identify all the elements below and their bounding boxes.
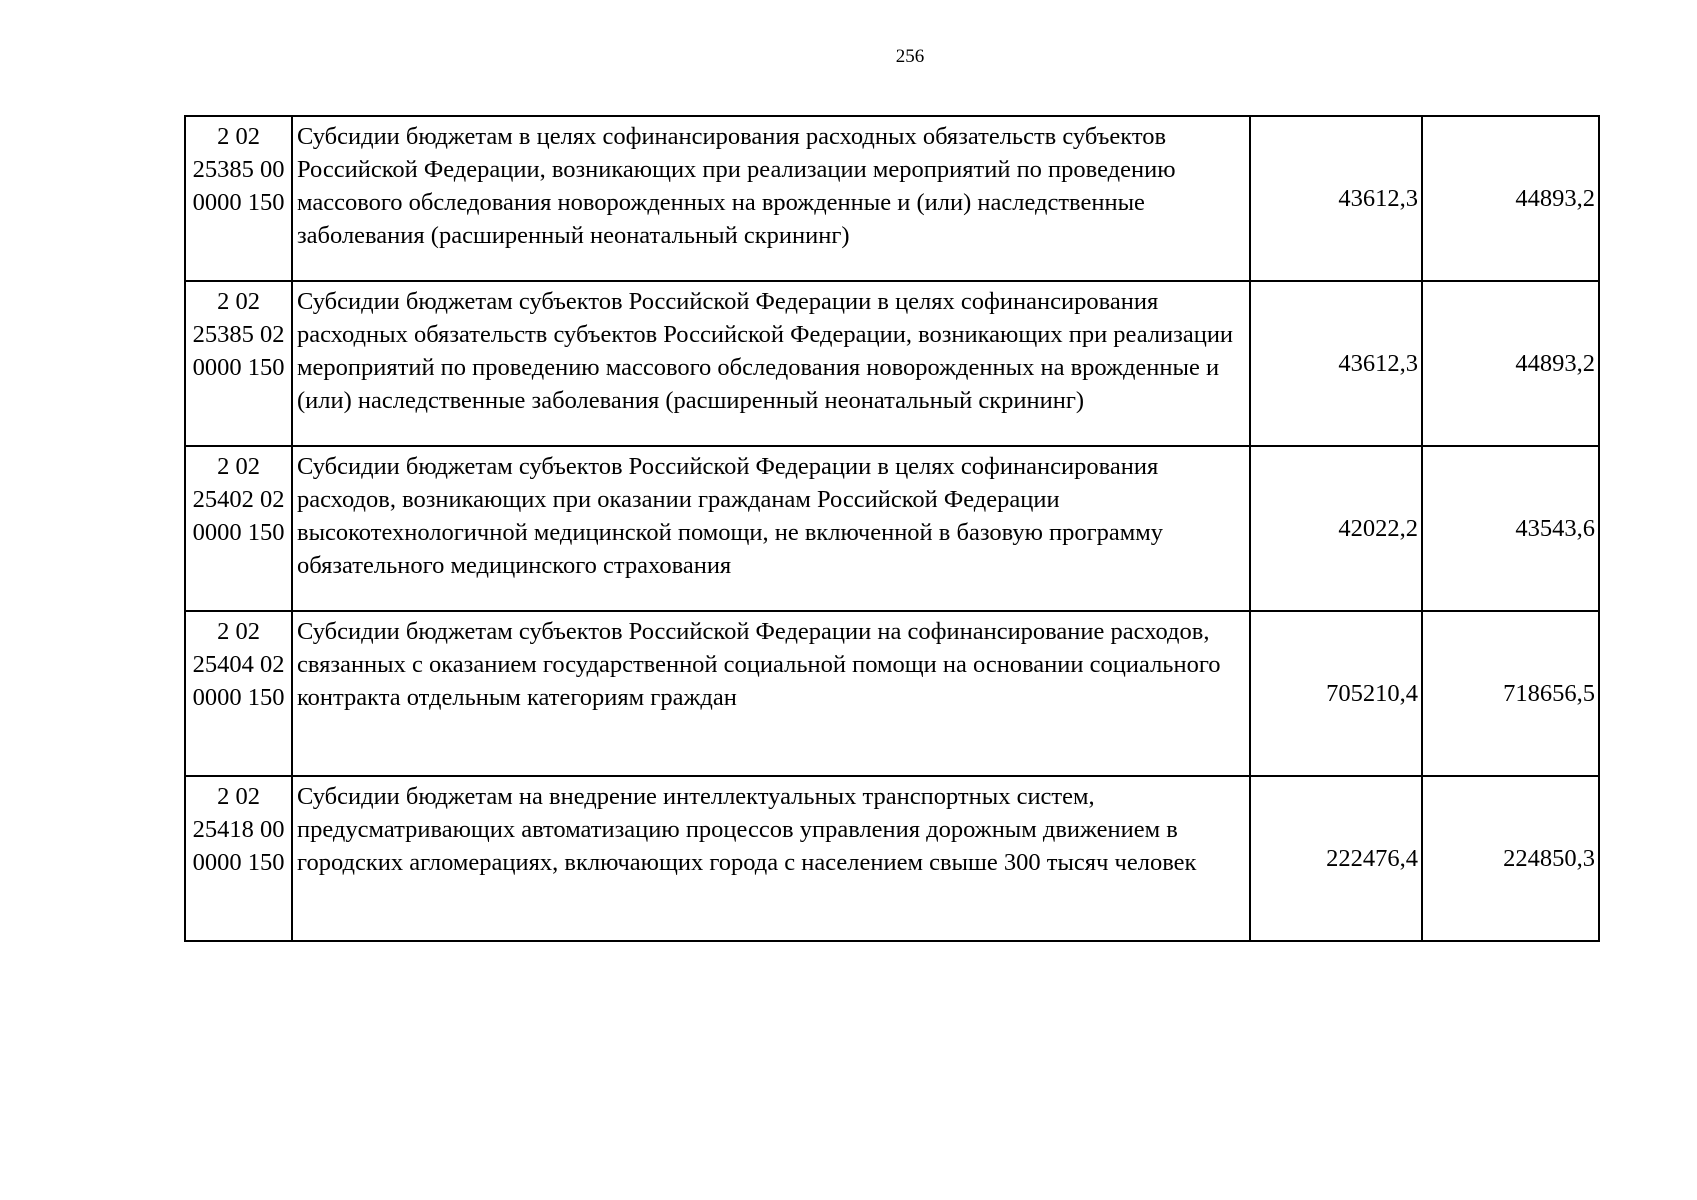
table-row — [185, 776, 1599, 941]
budget-code-line: 0000 150 — [192, 354, 285, 381]
budget-code-line: 25385 00 — [192, 156, 285, 183]
budget-code-cell — [185, 116, 292, 281]
value-cell-2: 44893,2 — [1422, 281, 1599, 446]
description-cell: Субсидии бюджетам субъектов Российской Федерации в целях софинансирования расходов, возникающих при оказании гражданам Российской Федерации высокотехнологичной медицинской помощи, не включенной в базовую программу обязательного медицинского страхования — [292, 446, 1250, 611]
value-cell-2: 718656,5 — [1422, 611, 1599, 776]
value-cell-2: 44893,2 — [1422, 116, 1599, 281]
budget-code-line: 2 02 — [217, 123, 260, 150]
budget-code-cell — [185, 611, 292, 776]
value-cell-1: 43612,3 — [1250, 116, 1422, 281]
description-cell: Субсидии бюджетам в целях софинансирования расходных обязательств субъектов Российской Федерации, возникающих при реализации мероприятий по проведению массового обследования новорожденных на врожденные и (или) наследственные заболевания (расширенный неонатальный скрининг) — [292, 116, 1250, 281]
value-cell-1: 43612,3 — [1250, 281, 1422, 446]
value-cell-2: 43543,6 — [1422, 446, 1599, 611]
budget-code-line: 0000 150 — [192, 519, 285, 546]
table-row — [185, 116, 1599, 281]
budget-code-line: 25404 02 — [192, 651, 285, 678]
budget-code-line: 0000 150 — [192, 189, 285, 216]
budget-code-line: 0000 150 — [192, 849, 285, 876]
table-row — [185, 446, 1599, 611]
budget-table — [184, 115, 1600, 942]
table-row — [185, 611, 1599, 776]
description-cell: Субсидии бюджетам субъектов Российской Федерации в целях софинансирования расходных обязательств субъектов Российской Федерации, возникающих при реализации мероприятий по проведению массового обследования новорожденных на врожденные и (или) наследственные заболевания (расширенный неонатальный скрининг) — [292, 281, 1250, 446]
budget-code-line: 25385 02 — [192, 321, 285, 348]
budget-code-cell — [185, 446, 292, 611]
value-cell-1: 222476,4 — [1250, 776, 1422, 941]
budget-code-line: 2 02 — [217, 453, 260, 480]
budget-code-cell — [185, 776, 292, 941]
budget-code-line: 2 02 — [217, 618, 260, 645]
description-cell: Субсидии бюджетам субъектов Российской Федерации на софинансирование расходов, связанных с оказанием государственной социальной помощи на основании социального контракта отдельным категориям граждан — [292, 611, 1250, 776]
page-number: 256 — [895, 46, 925, 67]
budget-code-line: 2 02 — [217, 783, 260, 810]
value-cell-1: 42022,2 — [1250, 446, 1422, 611]
value-cell-1: 705210,4 — [1250, 611, 1422, 776]
description-cell: Субсидии бюджетам на внедрение интеллектуальных транспортных систем, предусматривающих автоматизацию процессов управления дорожным движением в городских агломерациях, включающих города с населением свыше 300 тысяч человек — [292, 776, 1250, 941]
budget-code-line: 2 02 — [217, 288, 260, 315]
budget-code-line: 25402 02 — [192, 486, 285, 513]
budget-code-cell — [185, 281, 292, 446]
value-cell-2: 224850,3 — [1422, 776, 1599, 941]
budget-code-line: 0000 150 — [192, 684, 285, 711]
budget-code-line: 25418 00 — [192, 816, 285, 843]
table-row — [185, 281, 1599, 446]
